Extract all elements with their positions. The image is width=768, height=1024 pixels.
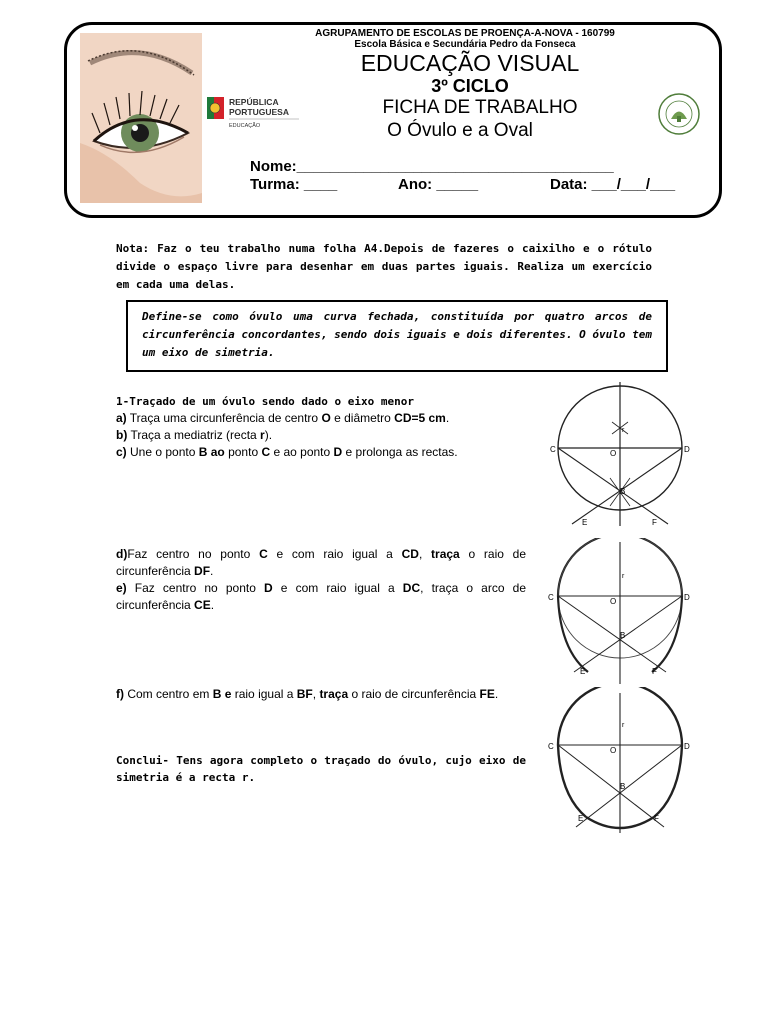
definition-box: Define-se como óvulo uma curva fechada, constituída por quatro arcos de circunferência concordantes, sendo dois iguais e dois diferentes. O óvulo tem um eixo de simetria. <box>126 300 668 372</box>
svg-text:D: D <box>684 742 690 751</box>
svg-text:B: B <box>620 631 626 640</box>
school-seal-logo <box>657 92 701 136</box>
svg-text:C: C <box>548 742 554 751</box>
svg-text:E: E <box>578 814 584 823</box>
figure-step-1 <box>540 378 700 530</box>
worksheet-title: FICHA DE TRABALHO <box>382 97 578 118</box>
svg-text:D: D <box>684 593 690 602</box>
svg-text:O: O <box>610 449 617 458</box>
svg-text:B: B <box>620 782 626 791</box>
svg-text:B: B <box>620 487 626 496</box>
svg-text:F: F <box>654 814 659 823</box>
svg-text:F: F <box>652 667 657 676</box>
section-2 <box>116 546 526 614</box>
step-e: e) Faz centro no ponto D e com raio igual a DC, traça o arco de circunferência CE. <box>116 581 526 612</box>
step-a: a) Traça uma circunferência de centro O e diâmetro CD=5 cm. <box>116 411 450 425</box>
svg-text:D: D <box>684 445 690 454</box>
section-1-heading: 1-Traçado de um óvulo sendo dado o eixo menor <box>116 395 415 408</box>
step-f: f) Com centro em B e raio igual a BF, traça o raio de circunferência FE. <box>116 687 499 701</box>
step-b: b) Traça a mediatriz (recta r). <box>116 428 273 442</box>
svg-text:REPÚBLICA: REPÚBLICA <box>229 97 279 107</box>
republica-portuguesa-logo <box>205 95 305 131</box>
svg-text:E: E <box>580 667 586 676</box>
eye-photo <box>80 33 202 203</box>
ano-field: Ano: _____ <box>398 176 479 193</box>
school-subname: Escola Básica e Secundária Pedro da Fonseca <box>354 39 576 50</box>
svg-text:PORTUGUESA: PORTUGUESA <box>229 107 289 117</box>
name-field: Nome:______________________________________ <box>250 158 614 175</box>
svg-text:r: r <box>622 427 625 434</box>
step-d: d)Faz centro no ponto C e com raio igual a CD, traça o raio de circunferência DF. <box>116 547 527 578</box>
cycle-title: 3º CICLO <box>431 76 509 96</box>
step-c: c) Une o ponto B ao ponto C e ao ponto D e prolonga as rectas. <box>116 445 458 459</box>
svg-text:F: F <box>652 518 657 527</box>
subject-title: EDUCAÇÃO VISUAL <box>360 50 580 76</box>
data-field: Data: ___/___/___ <box>550 176 676 193</box>
svg-text:r: r <box>622 573 625 580</box>
topic-title: O Óvulo e a Oval <box>387 120 533 141</box>
svg-text:O: O <box>610 597 617 606</box>
figure-step-3 <box>540 687 700 837</box>
turma-field: Turma: ____ <box>250 176 338 193</box>
conclusion: Conclui- Tens agora completo o traçado do óvulo, cujo eixo de simetria é a recta r. <box>116 754 526 784</box>
svg-text:r: r <box>622 722 625 729</box>
school-name: AGRUPAMENTO DE ESCOLAS DE PROENÇA-A-NOVA - 160799 <box>315 28 615 39</box>
instruction-note: Nota: Faz o teu trabalho numa folha A4.Depois de fazeres o caixilho e o rótulo divide o espaço livre para desenhar em duas partes iguais. Realiza um exercício em cada uma delas. <box>116 242 652 291</box>
svg-text:O: O <box>610 746 617 755</box>
svg-text:C: C <box>548 593 554 602</box>
section-3 <box>116 686 526 703</box>
svg-text:EDUCAÇÃO: EDUCAÇÃO <box>229 123 261 129</box>
section-1 <box>116 393 526 461</box>
figure-step-2 <box>540 538 700 686</box>
svg-text:E: E <box>582 518 588 527</box>
svg-text:C: C <box>550 445 556 454</box>
